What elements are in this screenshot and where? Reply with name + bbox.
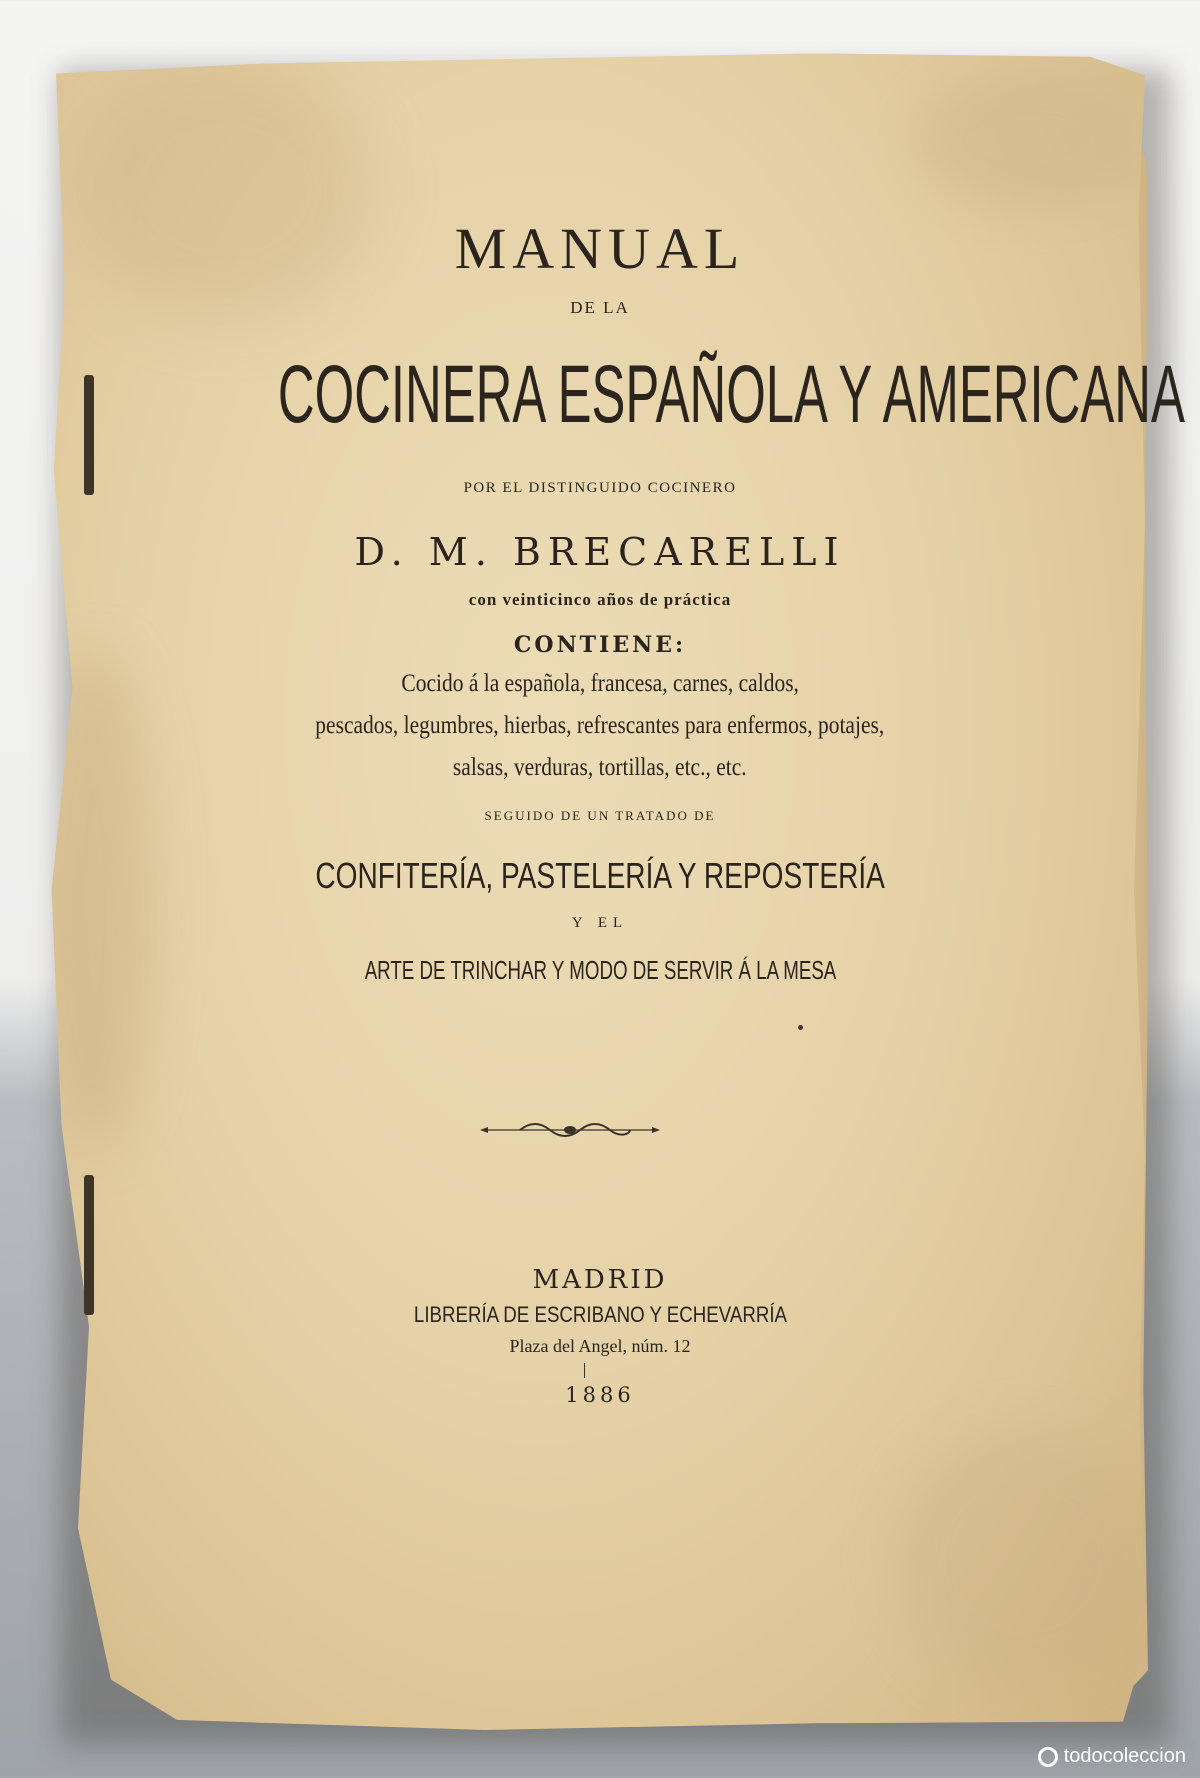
ink-speck: [798, 1025, 803, 1030]
main-title: COCINERA ESPAÑOLA Y AMERICANA: [277, 349, 1185, 440]
publisher-name: LIBRERÍA DE ESCRIBANO Y ECHEVARRÍA: [413, 1302, 787, 1327]
ornament-divider: [480, 1120, 660, 1140]
divider-rule: [584, 1363, 585, 1378]
author-experience: con veinticinco años de práctica: [468, 590, 732, 609]
paper-stain: [915, 70, 1145, 210]
title-de-la: DE LA: [570, 298, 630, 317]
author-intro: POR EL DISTINGUIDO COCINERO: [463, 480, 737, 496]
watermark-logo-icon: [1038, 1747, 1058, 1767]
contents-heading: CONTIENE:: [513, 632, 687, 658]
publication-city: MADRID: [532, 1265, 668, 1295]
title-manual: MANUAL: [454, 216, 746, 281]
contents-line: Cocido á la española, francesa, carnes, caldos,: [401, 670, 799, 697]
watermark-text: todocoleccion: [1063, 1745, 1186, 1767]
carving-title: ARTE DE TRINCHAR Y MODO DE SERVIR Á LA MESA: [364, 955, 836, 985]
publisher-address: Plaza del Angel, núm. 12: [509, 1336, 691, 1356]
paper-stain: [895, 1430, 1155, 1690]
site-watermark: [1038, 1745, 1186, 1768]
author-name: D. M. BRECARELLI: [354, 530, 846, 574]
treatise-intro: SEGUIDO DE UN TRATADO DE: [484, 808, 716, 823]
treatise-title: CONFITERÍA, PASTELERÍA Y REPOSTERÍA: [315, 855, 885, 896]
conjunction: Y EL: [571, 915, 629, 931]
publication-year: 1886: [565, 1383, 635, 1407]
contents-line: pescados, legumbres, hierbas, refrescantes para enfermos, potajes,: [315, 712, 885, 739]
contents-line: salsas, verduras, tortillas, etc., etc.: [453, 754, 747, 781]
